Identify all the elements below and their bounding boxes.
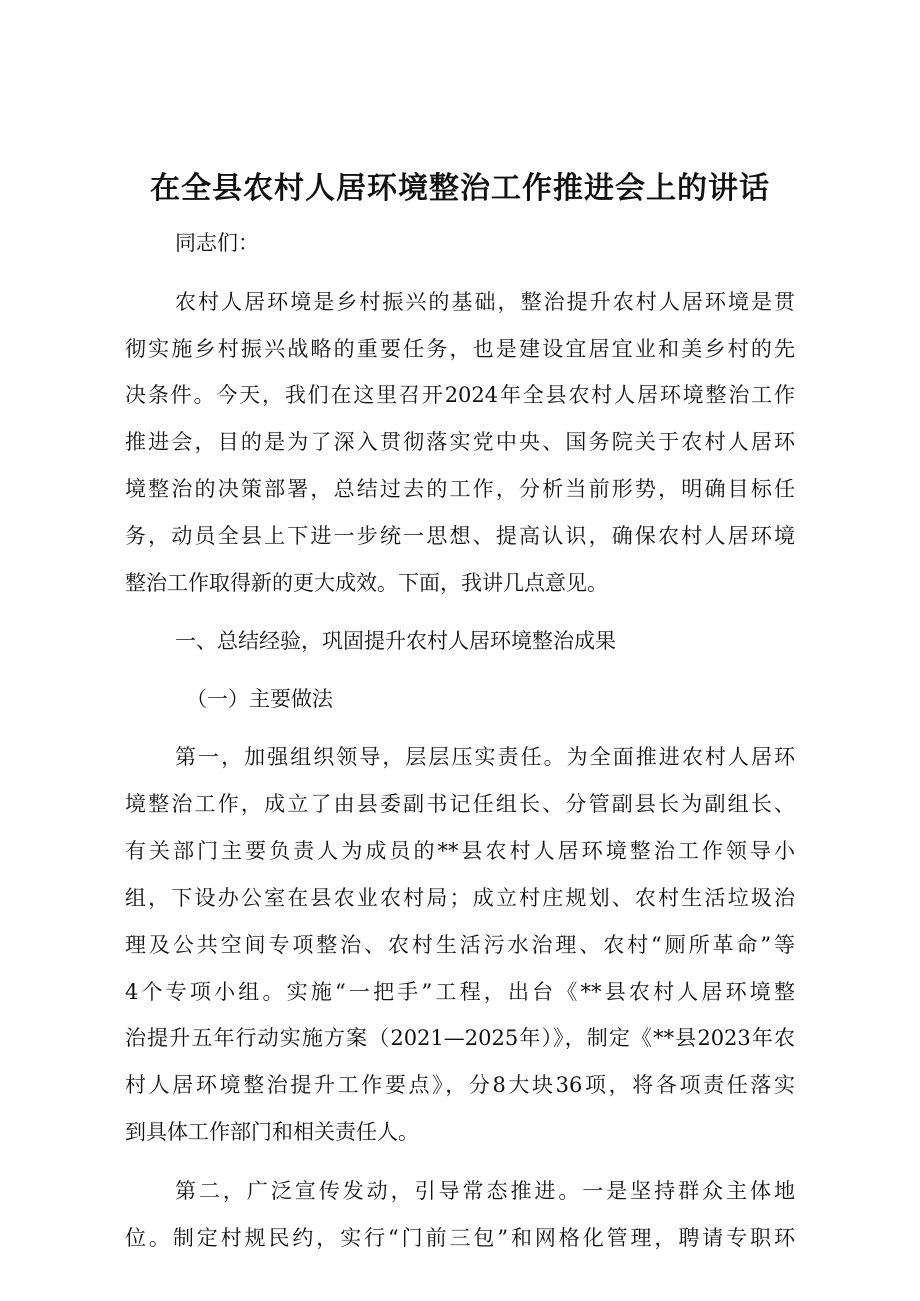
paragraph-2-line-7: 治提升五年行动实施方案（2021—2025年）》，制定《**县2023年农 bbox=[125, 1026, 795, 1050]
paragraph-1-line-5: 境整治的决策部署，总结过去的工作，分析当前形势，明确目标任 bbox=[125, 477, 795, 501]
paragraph-1-line-4: 推进会，目的是为了深入贯彻落实党中央、国务院关于农村人居环 bbox=[125, 430, 795, 454]
paragraph-3-line-1: 第二，广泛宣传发动，引导常态推进。一是坚持群众主体地 bbox=[175, 1179, 795, 1203]
paragraph-1-line-3: 决条件。今天，我们在这里召开2024年全县农村人居环境整治工作 bbox=[125, 383, 795, 407]
paragraph-1-line-1: 农村人居环境是乡村振兴的基础，整治提升农村人居环境是贯 bbox=[175, 290, 795, 314]
subsection-heading-1: （一）主要做法 bbox=[186, 687, 333, 711]
paragraph-2-line-2: 境整治工作，成立了由县委副书记任组长、分管副县长为副组长、 bbox=[125, 792, 795, 816]
paragraph-2-line-9: 到具体工作部门和相关责任人。 bbox=[125, 1120, 419, 1144]
salutation: 同志们： bbox=[175, 231, 259, 255]
paragraph-3-line-2: 位。制定村规民约，实行“门前三包”和网格化管理，聘请专职环 bbox=[125, 1226, 795, 1250]
paragraph-1-line-7: 整治工作取得新的更大成效。下面，我讲几点意见。 bbox=[125, 571, 608, 595]
paragraph-2-line-6: 4个专项小组。实施“一把手”工程，出台《**县农村人居环境整 bbox=[125, 980, 795, 1004]
paragraph-2-line-3: 有关部门主要负责人为成员的**县农村人居环境整治工作领导小 bbox=[125, 839, 795, 863]
paragraph-2-line-5: 理及公共空间专项整治、农村生活污水治理、农村“厕所革命”等 bbox=[125, 933, 795, 957]
document-title: 在全县农村人居环境整治工作推进会上的讲话 bbox=[150, 171, 770, 206]
paragraph-2-line-8: 村人居环境整治提升工作要点》，分8大块36项，将各项责任落实 bbox=[125, 1073, 795, 1097]
paragraph-2-line-4: 组，下设办公室在县农业农村局；成立村庄规划、农村生活垃圾治 bbox=[125, 886, 795, 910]
paragraph-1-line-6: 务，动员全县上下进一步统一思想、提高认识，确保农村人居环境 bbox=[125, 524, 795, 548]
paragraph-1-line-2: 彻实施乡村振兴战略的重要任务，也是建设宜居宜业和美乡村的先 bbox=[125, 337, 795, 361]
section-heading-1: 一、总结经验，巩固提升农村人居环境整治成果 bbox=[175, 629, 616, 653]
paragraph-2-line-1: 第一，加强组织领导，层层压实责任。为全面推进农村人居环 bbox=[175, 745, 795, 769]
